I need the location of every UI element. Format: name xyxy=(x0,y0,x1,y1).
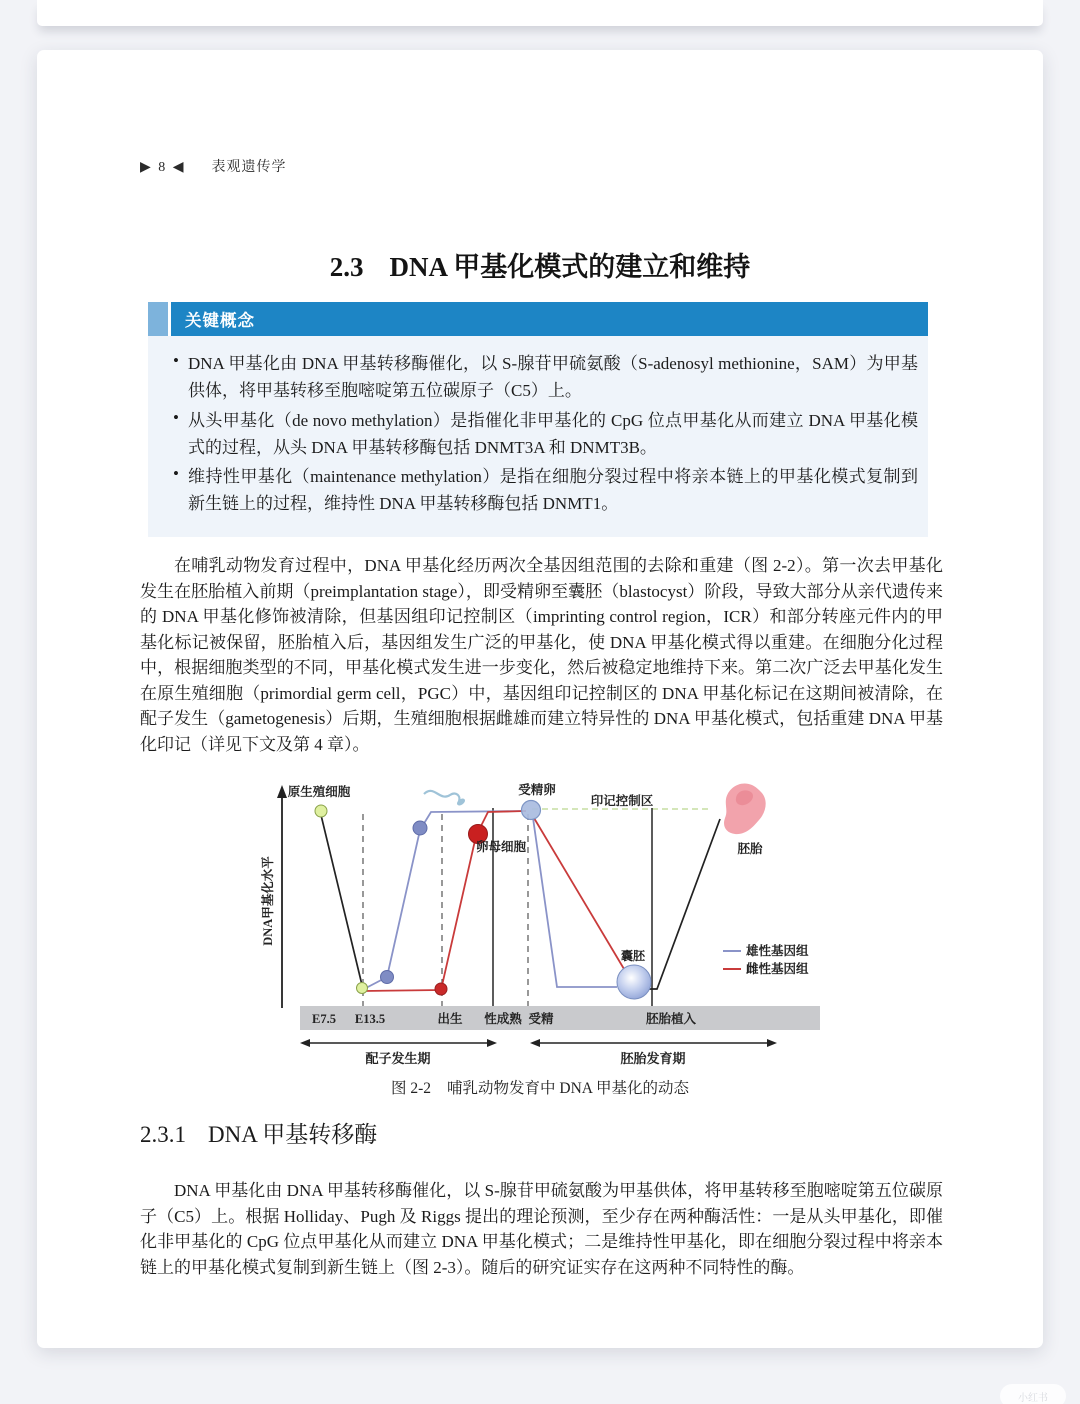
book-title: 表观遗传学 xyxy=(211,160,287,175)
axis-tick-implantation: 胚胎植入 xyxy=(645,1012,697,1026)
key-concepts-accent-square xyxy=(148,302,168,336)
bullet-icon: • xyxy=(173,351,179,370)
key-concept-text: 从头甲基化（de novo methylation）是指催化非甲基化的 CpG 位点甲基化从而建立 DNA 甲基化模式的过程，从头 DNA 甲基转移酶包括 DNMT3A 和 DNMT3B。 xyxy=(188,410,918,457)
icr-label: 印记控制区 xyxy=(590,794,654,808)
female-low-point xyxy=(435,983,447,995)
female-genome-postfert-line xyxy=(534,818,627,974)
figure-caption xyxy=(37,1076,1043,1098)
pgc-label: 原生殖细胞 xyxy=(287,785,351,799)
figure-caption-number: 图 2-2 xyxy=(390,1080,432,1097)
legend-male-label: 雄性基因组 xyxy=(746,944,809,958)
key-concept-text: DNA 甲基化由 DNA 甲基转移酶催化，以 S-腺苷甲硫氨酸（S-adenosyl methionine，SAM）为甲基供体，将甲基转移至胞嘧啶第五位碳原子（C5）上。 xyxy=(188,354,918,400)
blastocyst-label: 囊胚 xyxy=(620,949,646,963)
key-concept-item xyxy=(164,464,918,518)
axis-tick-e13-5: E13.5 xyxy=(354,1012,386,1026)
male-high-point xyxy=(413,821,427,835)
methylation-dynamics-chart xyxy=(260,778,830,1070)
axis-tick-sexual-maturity: 性成熟 xyxy=(484,1012,522,1026)
zygote-point xyxy=(522,801,541,820)
y-axis-label: DNA甲基化水平 xyxy=(261,856,275,946)
section-title xyxy=(37,245,1043,284)
zygote-label: 受精卵 xyxy=(518,783,556,797)
oocyte-label: 卵母细胞 xyxy=(475,840,527,854)
book-page xyxy=(37,50,1043,1348)
key-concept-text: 维持性甲基化（maintenance methylation）是指在细胞分裂过程中将亲本链上的甲基化模式复制到新生链上的过程，维持性 DNA 甲基转移酶包括 DNMT1。 xyxy=(188,467,918,514)
key-concepts-title-bar xyxy=(171,302,928,336)
section-number: 2.3 xyxy=(329,252,364,282)
axis-tick-e7-5: E7.5 xyxy=(312,1012,336,1026)
page-number: ▶ 8 ◀ xyxy=(140,160,186,175)
embryo-icon xyxy=(724,783,766,834)
pgc-point xyxy=(315,805,327,817)
body-paragraph-1: 在哺乳动物发育过程中，DNA 甲基化经历两次全基因组范围的去除和重建（图 2-2）。第一次去甲基化发生在胚胎植入前期（preimplantation stage），即受精卵至囊胚（blastocyst）阶段，导致大部分从亲代遗传来的 DNA 甲基化修饰被清除，但基因组印记控制区（imprinting control region，ICR）和部分转座元件内的甲基化标记被保留，胚胎植入后，基因组发生广泛的甲基化，使 DNA 甲基化模式得以重建。在细胞分化过程中，根据细胞类型的不同，甲基化模式发生进一步变化，然后被稳定地维持下来。第二次广泛去甲基化发生在原生殖细胞（primordial germ cell，PGC）中，基因组印记控制区的 DNA 甲基化标记在这期间被清除，在配子发生（gametogenesis）后期，生殖细胞根据雌雄而建立特异性的 DNA 甲基化模式，包括重建 DNA 甲基化印记（详见下文及第 4 章）。 xyxy=(140,556,943,754)
chart-legend xyxy=(723,943,809,976)
axis-tick-birth: 出生 xyxy=(437,1012,463,1026)
bullet-icon: • xyxy=(173,464,179,484)
key-concepts-header xyxy=(148,302,928,336)
period-gametogenesis-label: 配子发生期 xyxy=(365,1051,431,1066)
bullet-icon: • xyxy=(173,407,179,427)
subsection-title xyxy=(140,1116,377,1149)
subsection-title-text: DNA 甲基转移酶 xyxy=(208,1122,378,1147)
previous-page-edge xyxy=(37,0,1043,26)
pgc-demethylation-line xyxy=(321,815,362,985)
blastocyst-sphere xyxy=(617,965,651,999)
period-embryogenesis-label: 胚胎发育期 xyxy=(620,1051,686,1066)
subsection-number: 2.3.1 xyxy=(140,1122,186,1147)
key-concepts-box xyxy=(148,302,928,537)
male-genome-line xyxy=(364,811,526,989)
embryo-remethylation-line xyxy=(638,819,720,989)
figure-caption-text: 哺乳动物发育中 DNA 甲基化的动态 xyxy=(447,1080,690,1097)
key-concepts-body xyxy=(148,336,928,537)
key-concept-item xyxy=(164,351,918,405)
figure-2-2 xyxy=(260,778,830,1070)
embryo-label: 胚胎 xyxy=(737,842,763,856)
body-paragraph-2: DNA 甲基化由 DNA 甲基转移酶催化，以 S-腺苷甲硫氨酸为甲基供体，将甲基转移至胞嘧啶第五位碳原子（C5）上。根据 Holliday、Pugh 及 Riggs 提出的理论预测，至少存在两种酶活性：一是从头甲基化，即催化非甲基化的 CpG 位点甲基化从而建立 DNA 甲基化模式；二是维持性甲基化，即在细胞分裂过程中将亲本链上的甲基化模式复制到新生链上（图 2-3）。随后的研究证实存在这两种不同特性的酶。 xyxy=(140,1181,943,1277)
app-watermark: 小红书 xyxy=(1000,1384,1066,1404)
y-axis-arrowhead xyxy=(277,785,287,798)
male-low-point xyxy=(381,971,394,984)
key-concept-item xyxy=(164,408,918,462)
male-genome-postfert-line xyxy=(533,818,617,987)
axis-tick-fertilization: 受精 xyxy=(528,1012,554,1026)
section-title-text: DNA 甲基化模式的建立和维持 xyxy=(389,252,751,282)
pgc-low-point xyxy=(357,983,368,994)
key-concepts-title: 关键概念 xyxy=(185,312,255,330)
period-arrows xyxy=(300,1039,777,1047)
sperm-icon xyxy=(424,791,466,807)
female-genome-line xyxy=(364,811,526,991)
legend-female-label: 雌性基因组 xyxy=(746,962,809,976)
running-head xyxy=(140,156,287,176)
